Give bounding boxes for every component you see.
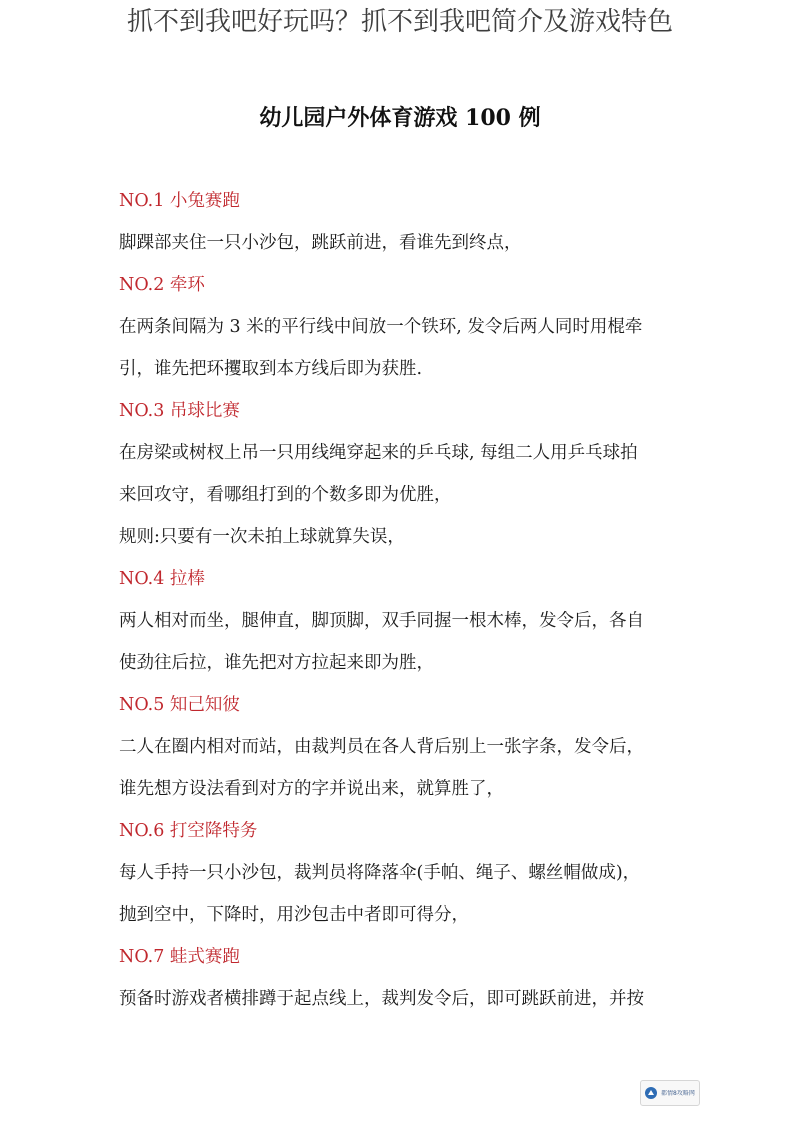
game-description-line: 来回攻守，看哪组打到的个数多即为优胜，	[119, 485, 452, 505]
logo-icon	[644, 1086, 658, 1100]
game-heading-2: NO.2 牵环	[119, 275, 205, 295]
game-heading-3: NO.3 吊球比赛	[119, 401, 240, 421]
document-title: 幼儿园户外体育游戏 100 例	[259, 105, 541, 131]
site-watermark	[640, 1080, 700, 1106]
page-title: 抓不到我吧好玩吗？抓不到我吧简介及游戏特色	[126, 7, 673, 37]
game-description-line: 谁先想方设法看到对方的字并说出来，就算胜了，	[119, 779, 504, 799]
game-description-line: 脚踝部夹住一只小沙包，跳跃前进，看谁先到终点，	[119, 233, 522, 253]
game-rule-line: 规则:只要有一次未拍上球就算失误，	[119, 527, 405, 547]
game-heading-5: NO.5 知己知彼	[119, 695, 240, 715]
game-description-line: 引，谁先把环攫取到本方线后即为获胜.	[119, 359, 423, 379]
watermark-text: 都情8攻略网	[661, 1089, 695, 1097]
game-description-line: 二人在圈内相对而站，由裁判员在各人背后别上一张字条，发令后，	[119, 737, 644, 757]
game-heading-6: NO.6 打空降特务	[119, 821, 258, 841]
game-description-line: 在房梁或树杈上吊一只用线绳穿起来的乒乓球, 每组二人用乒乓球拍	[119, 443, 638, 463]
game-description-line: 抛到空中，下降时，用沙包击中者即可得分，	[119, 905, 469, 925]
game-description-line: 每人手持一只小沙包，裁判员将降落伞(手帕、绳子、螺丝帽做成)，	[119, 863, 641, 883]
game-description-line: 使劲往后拉，谁先把对方拉起来即为胜，	[119, 653, 434, 673]
game-description-line: 两人相对而坐，腿伸直，脚顶脚，双手同握一根木棒，发令后，各自	[119, 611, 644, 631]
game-description-line: 在两条间隔为 3 米的平行线中间放一个铁环, 发令后两人同时用棍牵	[119, 317, 643, 337]
game-heading-4: NO.4 拉棒	[119, 569, 205, 589]
game-heading-7: NO.7 蛙式赛跑	[119, 947, 240, 967]
game-description-line: 预备时游戏者横排蹲于起点线上，裁判发令后，即可跳跃前进，并按	[119, 989, 644, 1009]
game-heading-1: NO.1 小兔赛跑	[119, 191, 240, 211]
